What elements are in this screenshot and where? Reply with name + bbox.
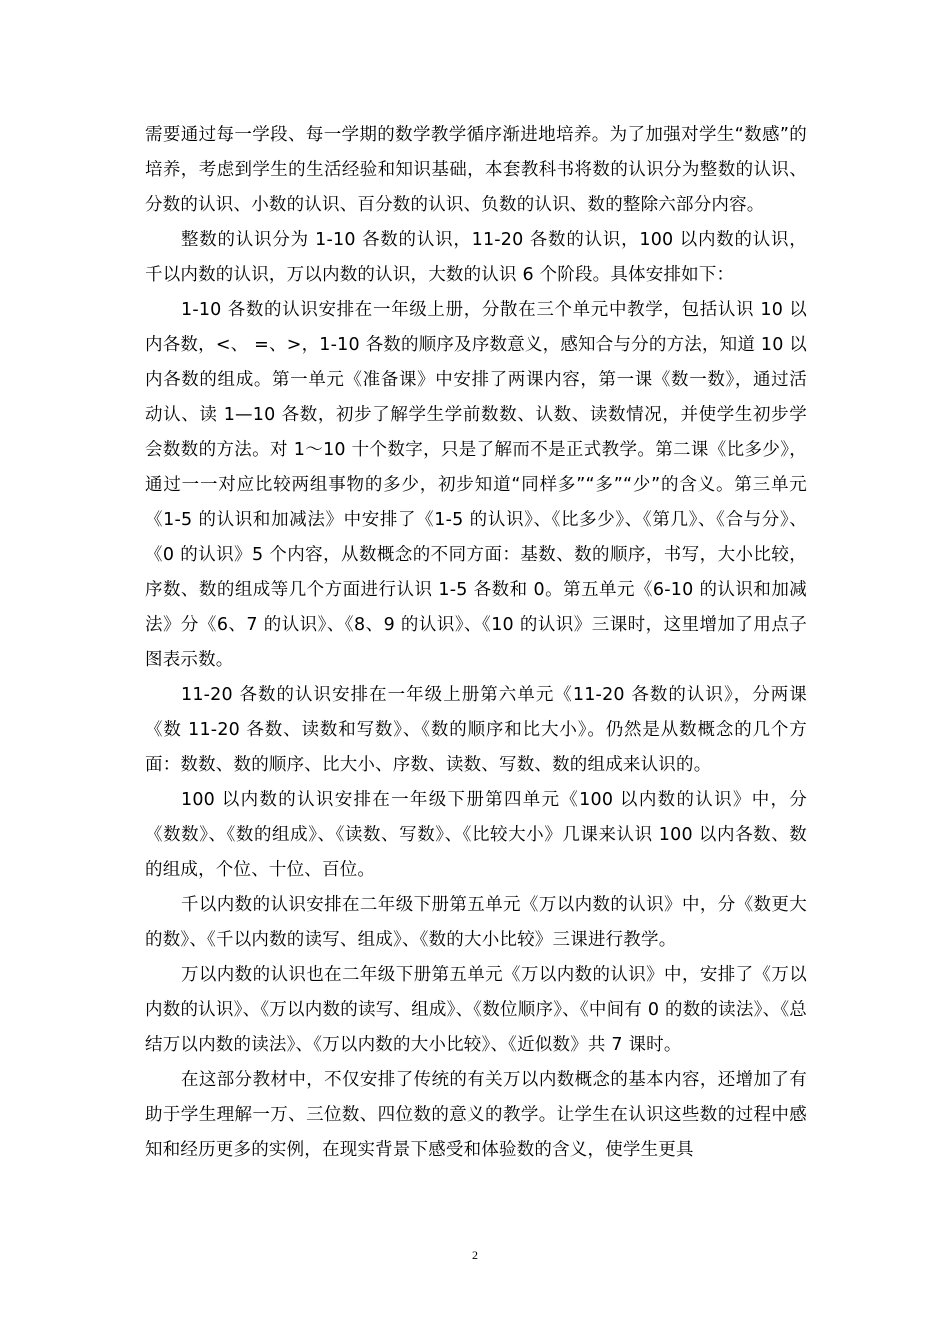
paragraph-2: 整数的认识分为 1-10 各数的认识，11-20 各数的认识，100 以内数的认识，千以内数的认识，万以内数的认识，大数的认识 6 个阶段。具体安排如下： [145, 230, 807, 285]
page-number: 2 [472, 1248, 478, 1262]
paragraph-3: 1-10 各数的认识安排在一年级上册，分散在三个单元中教学，包括认识 10 以内各数，<、 =、>，1-10 各数的顺序及序数意义，感知合与分的方法，知道 10 以内各数的组成。第一单元《准备课》中安排了两课内容，第一课《数一数》，通过活动认、读 1—10 各数，初步了解学生学前数数、认数、读数情况，并使学生初步学会数数的方法。对 1～10 十个数字，只是了解而不是正式教学。第二课《比多少》，通过一一对应比较两组事物的多少，初步知道“同样多”“多”“少”的含义。第三单元《1-5 的认识和加减法》中安排了《1-5 的认识》、《比多少》、《第几》、《合与分》、《0 的认识》5 个内容，从数概念的不同方面：基数、数的顺序，书写，大小比较，序数、数的组成等几个方面进行认识 1-5 各数和 0。第五单元《6-10 的认识和加减法》分《6、7 的认识》、《8、9 的认识》、《10 的认识》三课时，这里增加了用点子图表示数。 [145, 300, 807, 670]
paragraph-4: 11-20 各数的认识安排在一年级上册第六单元《11-20 各数的认识》，分两课《数 11-20 各数、读数和写数》、《数的顺序和比大小》。仍然是从数概念的几个方面：数数、数的顺序、比大小、序数、读数、写数、数的组成来认识的。 [145, 685, 807, 775]
paragraph-1: 需要通过每一学段、每一学期的数学教学循序渐进地培养。为了加强对学生“数感”的培养，考虑到学生的生活经验和知识基础，本套教科书将数的认识分为整数的认识、分数的认识、小数的认识、百分数的认识、负数的认识、数的整除六部分内容。 [145, 125, 807, 215]
paragraph-5: 100 以内数的认识安排在一年级下册第四单元《100 以内数的认识》中，分《数数》、《数的组成》、《读数、写数》、《比较大小》几课来认识 100 以内各数、数的组成，个位、十位、百位。 [145, 790, 807, 880]
paragraph-6: 千以内数的认识安排在二年级下册第五单元《万以内数的认识》中，分《数更大的数》、《千以内数的读写、组成》、《数的大小比较》三课进行教学。 [145, 895, 807, 950]
document-body [145, 118, 807, 1168]
paragraph-8: 在这部分教材中，不仅安排了传统的有关万以内数概念的基本内容，还增加了有助于学生理解一万、三位数、四位数的意义的教学。让学生在认识这些数的过程中感知和经历更多的实例，在现实背景下感受和体验数的含义，使学生更具 [145, 1070, 807, 1160]
paragraph-7: 万以内数的认识也在二年级下册第五单元《万以内数的认识》中，安排了《万以内数的认识》、《万以内数的读写、组成》、《数位顺序》、《中间有 0 的数的读法》、《总结万以内数的读法》、《万以内数的大小比较》、《近似数》共 7 课时。 [145, 965, 807, 1055]
